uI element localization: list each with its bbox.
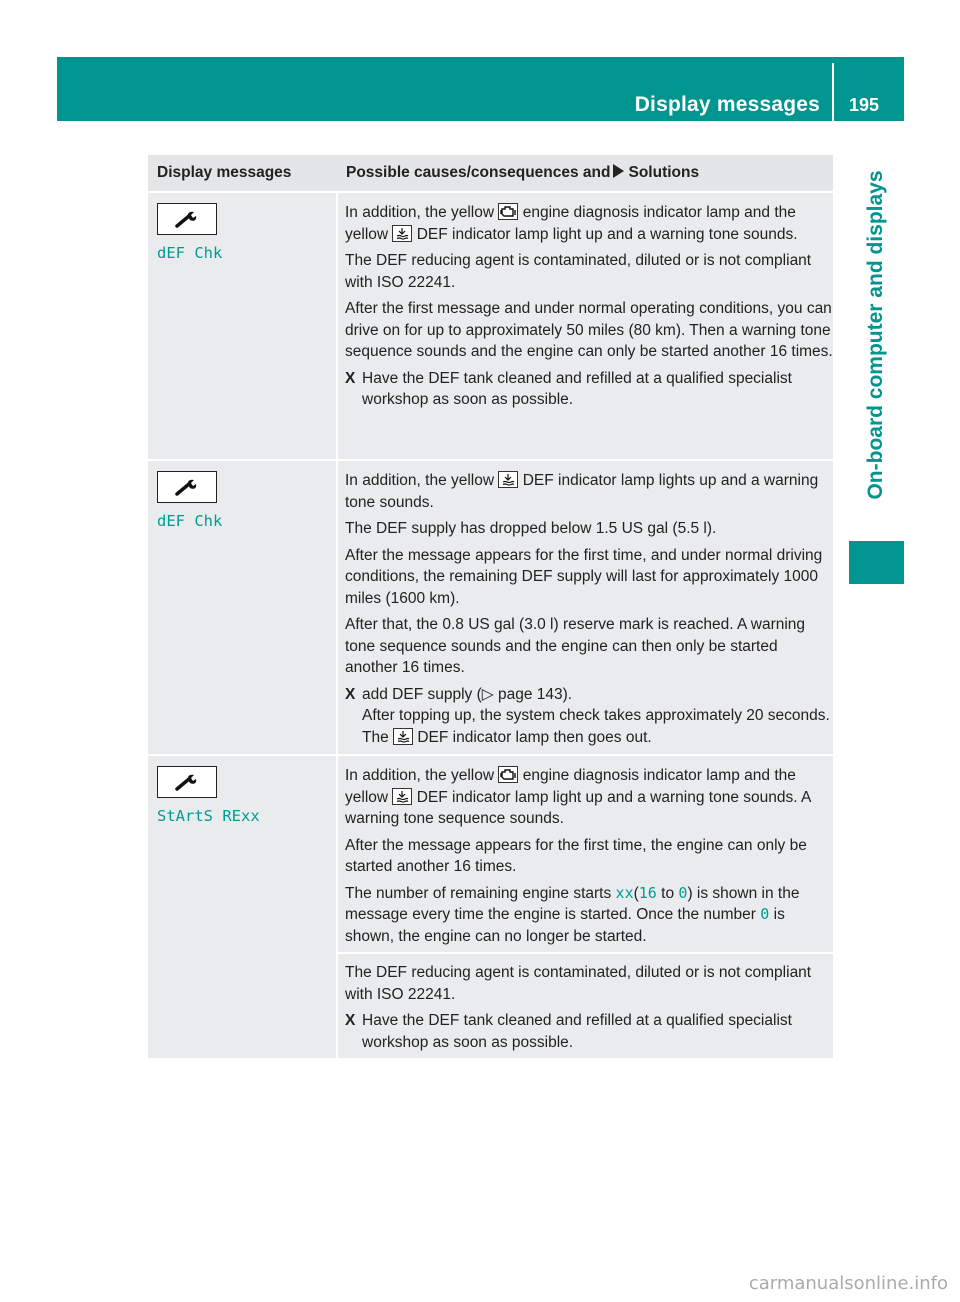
solution-step [345,684,833,749]
step-arrow-icon: X [345,1012,356,1029]
side-tab [865,138,887,532]
table-row [148,754,833,1058]
text: ) is shown in the message every time the engine is started. Once the number [345,884,800,923]
header-divider [832,63,834,121]
text: In addition, the yellow [345,204,495,221]
code-inline: 16 [638,883,657,902]
paragraph: After the message appears for the first time, the engine can only be started another 16 times. [345,836,807,875]
page-number: 195 [848,95,879,115]
code-inline: 0 [760,905,770,923]
code-inline: 0 [678,883,688,902]
text: to [661,884,675,902]
page-title: Display messages [634,93,820,116]
page-ref-icon: ▷ [481,685,494,703]
solution-step [345,1010,833,1053]
column-header-solutions: Solutions [628,164,700,181]
text: add DEF supply ( [362,685,482,703]
header-bar [57,57,904,121]
text: DEF indicator lamp light up and a warning tone sounds. A warning tone sequence sounds. [345,788,811,827]
step-arrow-icon: X [345,369,356,387]
side-tab-block [849,541,904,584]
paragraph: After the first message and under normal operating conditions, you can drive on for up to approximately 50 miles (80 km). Then a warning tone sequence sounds and the engine can only be started another 16 times. [345,300,833,360]
paragraph: After that, the 0.8 US gal (3.0 l) reserve mark is reached. A warning tone sequence sounds and the engine can then only be started another 16 times. [345,616,806,676]
arrow-right-icon [613,164,624,178]
table-header [148,155,833,191]
sub-cell [338,952,833,1053]
paragraph [345,470,833,513]
def-lamp-icon [393,728,413,745]
def-lamp-icon [498,471,518,488]
text: is shown, the engine can no longer be started. [345,906,785,945]
code-inline: xx [615,883,634,902]
paragraph: The DEF supply has dropped below 1.5 US gal (5.5 l). [345,520,717,537]
text: engine diagnosis indicator lamp and the yellow [345,204,796,243]
text: In addition, the yellow [345,767,495,784]
engine-diagnosis-icon [498,203,518,220]
paragraph [345,202,833,245]
side-tab-label: On-board computer and displays [864,170,887,500]
solution-cell [338,461,833,754]
engine-diagnosis-icon [498,766,518,783]
text: In addition, the yellow [345,472,495,489]
wrench-icon [157,766,217,798]
wrench-icon [157,471,217,503]
step-text: Have the DEF tank cleaned and refilled at a qualified specialist workshop as soon as possible. [362,369,792,408]
paragraph [345,765,833,830]
message-code: StArtS RExx [157,807,260,825]
column-header-causes [338,155,833,191]
display-messages-table [148,155,833,1058]
solution-step [345,368,833,411]
solution-cell [338,193,833,459]
display-message-cell [148,193,336,459]
paragraph: The DEF reducing agent is contaminated, diluted or is not compliant with ISO 22241. [345,964,812,1003]
page-reference[interactable]: page 143). [497,685,573,703]
message-code: dEF Chk [157,244,223,262]
def-lamp-icon [392,788,412,805]
step-arrow-icon: X [345,685,356,703]
text: engine diagnosis indicator lamp and the yellow [345,767,796,806]
def-lamp-icon [392,225,412,242]
display-message-cell [148,461,336,754]
watermark: carmanualsonline.info [748,1273,948,1294]
column-header-causes-text: Possible causes/consequences and [346,164,611,181]
text: After topping up, the system check takes approximately 20 seconds. The [362,707,830,746]
message-code: dEF Chk [157,512,223,530]
solution-cell [338,756,833,1058]
table-row [148,191,833,459]
column-header-display-messages: Display messages [157,164,292,181]
step-text [362,684,833,749]
paragraph [345,883,833,948]
text: DEF indicator lamp then goes out. [417,728,652,746]
display-message-cell [148,756,336,1058]
text: DEF indicator lamp lights up and a warning tone sounds. [345,472,819,511]
text: DEF indicator lamp light up and a warning tone sounds. [416,225,798,243]
text: ( [633,884,639,902]
step-text: Have the DEF tank cleaned and refilled at a qualified specialist workshop as soon as possible. [362,1012,792,1051]
text: The number of remaining engine starts [345,884,612,902]
table-row [148,459,833,754]
paragraph: After the message appears for the first time, and under normal driving conditions, the remaining DEF supply will last for approximately 1000 miles (1600 km). [345,546,823,607]
paragraph: The DEF reducing agent is contaminated, diluted or is not compliant with ISO 22241. [345,252,812,291]
wrench-icon [157,203,217,235]
